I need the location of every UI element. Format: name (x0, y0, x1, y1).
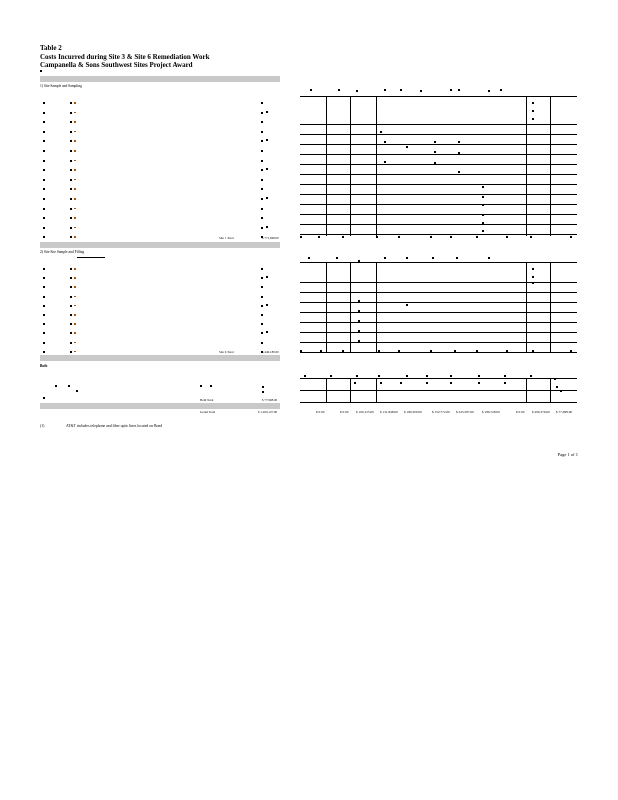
grid-mark (478, 375, 480, 377)
row-amount-mark (261, 160, 263, 162)
total-mark (506, 350, 508, 352)
bottom-total-value: $ 100,125.00 (356, 410, 374, 414)
row-code-mark (70, 179, 72, 181)
row-number-mark (43, 112, 45, 114)
row-number-mark (43, 314, 45, 316)
row-code-mark (70, 236, 72, 238)
grand-total-label: Grand Total (200, 410, 216, 414)
grid-mark (560, 390, 562, 392)
total-mark (376, 236, 378, 238)
grid-row-line (300, 96, 577, 97)
row-code-mark (74, 351, 76, 353)
row-number-mark (43, 305, 45, 307)
row-code-mark (70, 112, 72, 114)
total-mark (398, 350, 400, 352)
total-mark (430, 350, 432, 352)
row-amount-mark (261, 198, 263, 200)
grid-mark (356, 90, 358, 92)
row-code-mark (74, 323, 76, 325)
grid-mark (434, 151, 436, 153)
grid-row-line (300, 144, 577, 145)
grid-row-line (300, 124, 577, 125)
grid-mark (482, 214, 484, 216)
row-code-mark (70, 342, 72, 344)
grid-mark (532, 282, 534, 284)
row-code-mark (74, 305, 76, 307)
row-amount-mark (261, 102, 263, 104)
bottom-total-value: $ 0.00 (316, 410, 325, 414)
grid-mark (330, 375, 332, 377)
table-title: Costs Incurred during Site 3 & Site 6 Remediation Work (40, 53, 210, 61)
row-code-mark (70, 102, 72, 104)
grid-row-line (300, 214, 577, 215)
grid-mark (450, 375, 452, 377)
grid-mark (358, 340, 360, 342)
grid-mark (458, 152, 460, 154)
grid-mark (384, 161, 386, 163)
bottom-total-value: $ 77,998.00 (556, 410, 573, 414)
grid-mark (406, 146, 408, 148)
row-code-mark (70, 169, 72, 171)
row-amount-mark (266, 304, 268, 306)
row-number-mark (43, 131, 45, 133)
grid-mark (358, 330, 360, 332)
footnote-text: AT&T includes telephone and fiber optic lines located on Bond (66, 424, 163, 428)
section-1-bar (40, 76, 280, 82)
row-code-mark (74, 102, 76, 104)
row-mark (76, 390, 78, 392)
row-number-mark (43, 150, 45, 152)
row-code-mark (74, 342, 76, 344)
grid-row-line (300, 378, 577, 379)
row-number-mark (43, 268, 45, 270)
grid-row-line (300, 332, 577, 333)
section-3-grid (300, 372, 577, 402)
row-code-mark (74, 296, 76, 298)
row-number-mark (43, 277, 45, 279)
total-mark (430, 236, 432, 238)
section-2-bar (40, 242, 280, 248)
grid-mark (482, 230, 484, 232)
grid-mark (406, 304, 408, 306)
grid-row-line (300, 322, 577, 323)
total-mark (342, 350, 344, 352)
grid-mark (426, 382, 428, 384)
grid-mark (378, 375, 380, 377)
grid-row-line (300, 390, 577, 391)
row-code-mark (70, 188, 72, 190)
bottom-total-value: $ 243,587.00 (456, 410, 474, 414)
grid-row-line (300, 184, 577, 185)
grid-mark (482, 204, 484, 206)
grid-row-line (300, 164, 577, 165)
row-code-mark (70, 332, 72, 334)
row-code-mark (74, 169, 76, 171)
row-code-mark (70, 323, 72, 325)
grid-mark (504, 375, 506, 377)
section-1-total-value: $ 771,848.00 (262, 236, 279, 240)
grid-mark (482, 196, 484, 198)
row-amount-mark (261, 332, 263, 334)
row-amount-mark (266, 111, 268, 113)
grid-mark (358, 260, 360, 262)
grid-row-line (300, 352, 577, 353)
row-amount-mark (261, 296, 263, 298)
row-mark (200, 385, 202, 387)
row-code-mark (74, 112, 76, 114)
grid-mark (532, 110, 534, 112)
total-mark (570, 236, 572, 238)
grid-mark (384, 257, 386, 259)
grid-row-line (300, 154, 577, 155)
row-code-mark (74, 227, 76, 229)
grid-mark (356, 375, 358, 377)
row-amount-mark (261, 188, 263, 190)
grid-mark (400, 89, 402, 91)
grid-mark (354, 382, 356, 384)
row-number-mark (43, 217, 45, 219)
grid-mark (458, 89, 460, 91)
grid-row-line (300, 282, 577, 283)
row-amount-mark (261, 121, 263, 123)
row-code-mark (74, 332, 76, 334)
footnote-marker: (1) (40, 424, 45, 428)
section-1-grid (300, 86, 577, 236)
section-3-total-label: Both Total (200, 398, 214, 402)
total-mark (532, 350, 534, 352)
row-code-mark (70, 160, 72, 162)
bottom-total-value: $ 152,772.00 (432, 410, 450, 414)
row-code-mark (70, 131, 72, 133)
section-2-grid (300, 254, 577, 352)
row-code-mark (74, 208, 76, 210)
grid-mark (532, 118, 534, 120)
grid-mark (426, 375, 428, 377)
grid-mark (478, 382, 480, 384)
row-code-mark (70, 198, 72, 200)
row-code-mark (74, 160, 76, 162)
row-mark (55, 385, 57, 387)
row-number-mark (43, 140, 45, 142)
row-mark (43, 397, 45, 399)
row-mark (262, 386, 264, 388)
row-number-mark (43, 188, 45, 190)
grid-mark (420, 90, 422, 92)
grid-mark (380, 382, 382, 384)
row-amount-mark (261, 286, 263, 288)
grid-row-line (300, 262, 577, 263)
total-mark (398, 236, 400, 238)
grid-row-line (300, 302, 577, 303)
row-code-mark (70, 351, 72, 353)
table-subtitle: Campanella & Sons Southwest Sites Project Award (40, 61, 193, 69)
row-code-mark (74, 188, 76, 190)
grid-mark (304, 375, 306, 377)
grid-mark (532, 268, 534, 270)
row-code-mark (74, 198, 76, 200)
row-code-mark (70, 140, 72, 142)
grid-mark (358, 300, 360, 302)
total-mark (378, 350, 380, 352)
grid-row-line (300, 194, 577, 195)
section-3-bar (40, 355, 280, 361)
grid-row-line (300, 234, 577, 235)
row-number-mark (43, 169, 45, 171)
row-code-mark (74, 236, 76, 238)
grid-mark (482, 186, 484, 188)
row-code-mark (74, 286, 76, 288)
grid-mark (336, 257, 338, 259)
row-amount-mark (261, 208, 263, 210)
grid-mark (406, 375, 408, 377)
row-amount-mark (261, 314, 263, 316)
row-code-mark (74, 268, 76, 270)
grid-mark (400, 382, 402, 384)
grid-mark (338, 89, 340, 91)
grid-mark (532, 102, 534, 104)
row-amount-mark (261, 305, 263, 307)
grid-mark (554, 378, 556, 380)
row-number-mark (43, 208, 45, 210)
grid-mark (450, 89, 452, 91)
grid-mark (458, 171, 460, 173)
grid-mark (556, 386, 558, 388)
row-code-mark (74, 179, 76, 181)
grid-mark (406, 257, 408, 259)
total-mark (530, 236, 532, 238)
row-mark (68, 385, 70, 387)
row-amount-mark (261, 342, 263, 344)
row-number-mark (43, 227, 45, 229)
row-code-mark (70, 217, 72, 219)
grid-mark (458, 141, 460, 143)
section-3-total-value: $ 77,998.00 (262, 398, 278, 402)
row-code-mark (74, 150, 76, 152)
section-2-underline (77, 257, 105, 258)
row-amount-mark (266, 168, 268, 170)
row-amount-mark (261, 150, 263, 152)
grid-mark (434, 162, 436, 164)
total-mark (320, 350, 322, 352)
row-code-mark (70, 227, 72, 229)
grid-row-line (300, 342, 577, 343)
row-number-mark (43, 332, 45, 334)
row-code-mark (74, 121, 76, 123)
row-code-mark (74, 140, 76, 142)
grid-mark (488, 257, 490, 259)
section-2-total-value: $ 449,180.00 (262, 350, 279, 354)
grid-mark (450, 382, 452, 384)
row-code-mark (70, 296, 72, 298)
grid-mark (358, 320, 360, 322)
grid-mark (500, 89, 502, 91)
page-number: Page 1 of 1 (557, 452, 578, 457)
grid-mark (310, 89, 312, 91)
grid-mark (456, 257, 458, 259)
total-mark (300, 236, 302, 238)
total-mark (342, 236, 344, 238)
grid-mark (308, 257, 310, 259)
row-amount-mark (266, 139, 268, 141)
row-amount-mark (261, 277, 263, 279)
row-amount-mark (261, 179, 263, 181)
row-number-mark (43, 236, 45, 238)
grid-row-line (300, 312, 577, 313)
footnote (40, 424, 162, 429)
row-number-mark (43, 351, 45, 353)
section-2-total-label: Site 6 Total (219, 350, 234, 354)
row-code-mark (74, 314, 76, 316)
grand-total-value: $ 1,200,127.00 (258, 410, 278, 414)
row-number-mark (43, 179, 45, 181)
total-mark (476, 350, 478, 352)
grid-row-line (300, 174, 577, 175)
row-number-mark (43, 296, 45, 298)
row-amount-mark (261, 217, 263, 219)
row-number-mark (43, 323, 45, 325)
section-2-label: 2) Site Site Sample and Filling (40, 250, 85, 254)
grid-mark (384, 141, 386, 143)
row-code-mark (70, 208, 72, 210)
row-code-mark (74, 277, 76, 279)
row-amount-mark (261, 112, 263, 114)
row-code-mark (70, 268, 72, 270)
grid-row-line (300, 292, 577, 293)
row-code-mark (70, 286, 72, 288)
grid-mark (380, 131, 382, 133)
total-mark (506, 236, 508, 238)
grand-total-bar (40, 403, 280, 409)
bottom-total-value: $ 0.00 (516, 410, 525, 414)
total-mark (476, 236, 478, 238)
row-amount-mark (266, 276, 268, 278)
row-number-mark (43, 342, 45, 344)
grid-mark (530, 375, 532, 377)
bottom-total-value: $ 180,728.00 (482, 410, 500, 414)
row-amount-mark (266, 226, 268, 228)
row-code-mark (70, 314, 72, 316)
row-number-mark (43, 198, 45, 200)
grid-row-line (300, 402, 577, 403)
row-amount-mark (261, 169, 263, 171)
section-3-label: Both (40, 364, 48, 368)
grid-mark (384, 89, 386, 91)
grid-mark (488, 90, 490, 92)
grid-row-line (300, 204, 577, 205)
row-mark (210, 385, 212, 387)
grid-mark (434, 141, 436, 143)
total-mark (450, 236, 452, 238)
grid-mark (504, 382, 506, 384)
row-code-mark (70, 121, 72, 123)
total-mark (318, 236, 320, 238)
section-1-label: 1) Site Sample and Sampling (40, 84, 82, 88)
row-number-mark (43, 286, 45, 288)
grid-mark (358, 310, 360, 312)
row-code-mark (70, 150, 72, 152)
bottom-total-value: $ 131,848.00 (380, 410, 398, 414)
grid-mark (532, 276, 534, 278)
grid-row-line (300, 134, 577, 135)
table-number: Table 2 (40, 44, 62, 52)
row-code-mark (70, 305, 72, 307)
bottom-total-value: $ 0.00 (340, 410, 349, 414)
row-amount-mark (261, 227, 263, 229)
row-code-mark (74, 217, 76, 219)
row-amount-mark (266, 197, 268, 199)
section-1-total-label: Site 1 Total (219, 236, 234, 240)
total-mark (454, 350, 456, 352)
row-code-mark (70, 277, 72, 279)
header-mark (40, 70, 42, 72)
grid-mark (482, 222, 484, 224)
row-amount-mark (261, 323, 263, 325)
grid-row-line (300, 224, 577, 225)
row-amount-mark (261, 140, 263, 142)
row-code-mark (74, 131, 76, 133)
row-amount-mark (266, 331, 268, 333)
grid-mark (432, 257, 434, 259)
row-number-mark (43, 102, 45, 104)
row-mark (262, 391, 264, 393)
row-number-mark (43, 121, 45, 123)
total-mark (570, 350, 572, 352)
row-number-mark (43, 160, 45, 162)
row-amount-mark (261, 268, 263, 270)
row-amount-mark (261, 131, 263, 133)
total-mark (300, 350, 302, 352)
bottom-total-value: $ 189,300.00 (404, 410, 422, 414)
bottom-total-value: $ 200,376.00 (532, 410, 550, 414)
